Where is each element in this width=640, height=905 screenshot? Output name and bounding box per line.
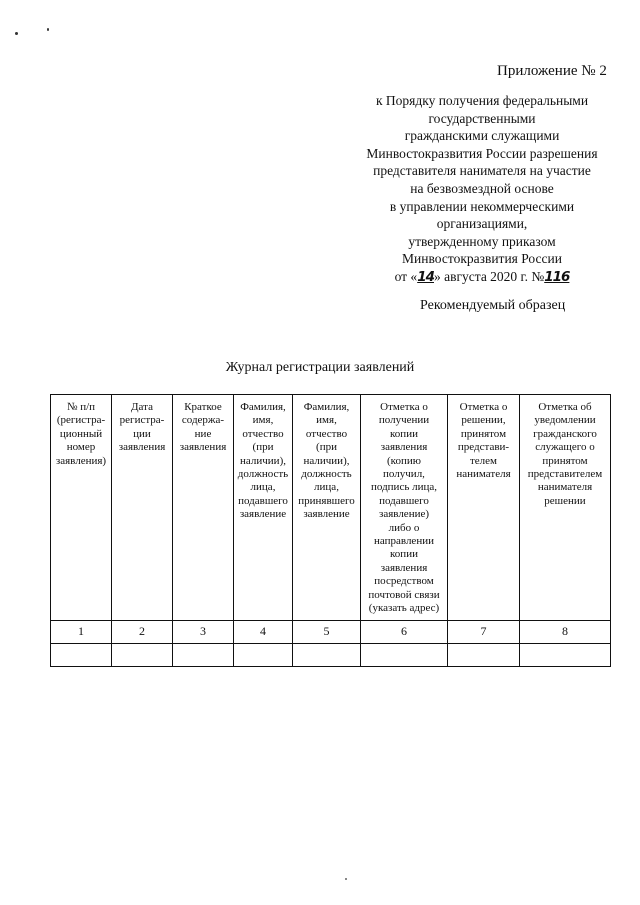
journal-title: Журнал регистрации заявлений	[225, 360, 415, 375]
empty-cell	[173, 643, 234, 666]
journal-table	[50, 394, 611, 667]
column-number: 6	[361, 620, 448, 643]
appendix-header	[336, 92, 628, 287]
column-header: № п/п (регистра- ционный номер заявления)	[51, 395, 112, 621]
column-number: 7	[448, 620, 520, 643]
empty-cell	[448, 643, 520, 666]
empty-cell	[361, 643, 448, 666]
column-header: Фамилия, имя, отчество (при наличии), должность лица, подавшего заявление	[234, 395, 293, 621]
column-header: Отметка о решении, принятом представи- телем нанимателя	[448, 395, 520, 621]
appendix-number: Приложение № 2	[497, 63, 607, 79]
column-header: Отметка об уведомлении гражданского служащего о принятом представителем нанимателя решении	[520, 395, 611, 621]
scan-speck	[345, 878, 347, 880]
order-date-line	[336, 268, 628, 287]
header-line: государственными	[428, 110, 536, 126]
column-number: 4	[234, 620, 293, 643]
sample-label: Рекомендуемый образец	[420, 298, 566, 313]
header-line: представителя нанимателя на участие	[373, 163, 591, 179]
empty-cell	[520, 643, 611, 666]
empty-entry-row	[51, 643, 611, 666]
header-line: Минвостокразвития России	[402, 251, 562, 267]
empty-cell	[293, 643, 361, 666]
order-date-prefix: от «	[394, 268, 418, 284]
header-line: в управлении некоммерческими	[389, 198, 575, 214]
header-line: Минвостокразвития России разрешения	[366, 145, 598, 161]
scan-speck	[47, 28, 49, 31]
column-header: Фамилия, имя, отчество (при наличии), должность лица, принявшего заявление	[293, 395, 361, 621]
empty-cell	[112, 643, 173, 666]
header-line: на безвозмездной основе	[410, 180, 554, 196]
column-header: Отметка о получении копии заявления (копию получил, подпись лица, подавшего заявление) либо о направлении копии заявления посредством почтовой связи (указать адрес)	[361, 395, 448, 621]
column-number: 3	[173, 620, 234, 643]
column-header: Краткое содержа- ние заявления	[173, 395, 234, 621]
column-number: 2	[112, 620, 173, 643]
column-number: 5	[293, 620, 361, 643]
order-date-middle: » августа 2020 г. №	[433, 268, 545, 284]
column-number: 8	[520, 620, 611, 643]
header-line: утвержденному приказом	[408, 233, 556, 249]
scan-speck	[15, 32, 18, 35]
order-day-handwritten: 14	[417, 268, 434, 285]
column-number: 1	[51, 620, 112, 643]
column-header: Дата регистра- ции заявления	[112, 395, 173, 621]
column-number-row	[51, 620, 611, 643]
empty-cell	[51, 643, 112, 666]
header-line: гражданскими служащими	[404, 128, 560, 144]
empty-cell	[234, 643, 293, 666]
order-number-handwritten: 116	[544, 268, 570, 285]
header-row	[51, 395, 611, 621]
header-line: к Порядку получения федеральными	[375, 93, 589, 108]
header-line: организациями,	[436, 216, 528, 232]
